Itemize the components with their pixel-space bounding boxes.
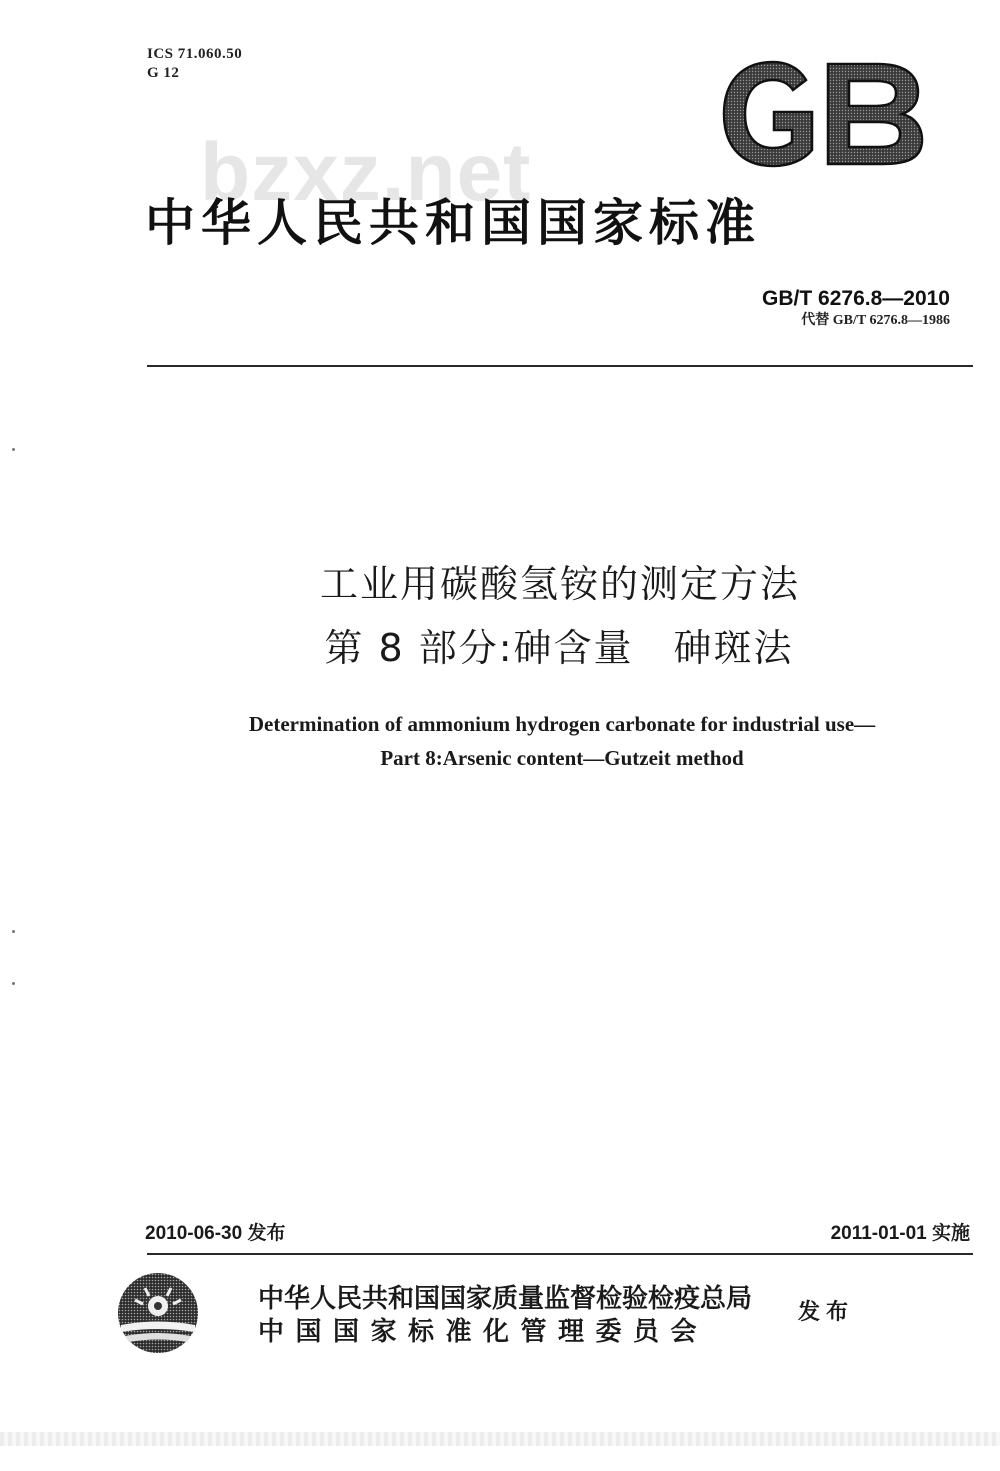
national-standard-title: 中华人民共和国国家标准: [145, 193, 761, 252]
replaced-standard: 代替 GB/T 6276.8—1986: [801, 313, 950, 328]
scan-speck: [12, 448, 15, 451]
top-divider: [147, 365, 973, 367]
title-cn-line1: 工业用碳酸氢铵的测定方法: [319, 562, 800, 606]
implementation-date: 2011-01-01 实施: [830, 1223, 970, 1244]
ccs-code: G 12: [147, 65, 180, 81]
issue-date: 2010-06-30 发布: [145, 1223, 286, 1244]
watermark: bzxz.net: [200, 127, 532, 218]
bottom-divider: [147, 1253, 973, 1255]
ics-code: ICS 71.060.50: [147, 46, 243, 62]
gb-logo-icon: [718, 58, 928, 170]
title-en-line2: Part 8:Arsenic content—Gutzeit method: [380, 746, 744, 770]
issuer-line2: 中国国家标准化管理委员会: [258, 1317, 709, 1347]
issuer-line1: 中华人民共和国国家质量监督检验检疫总局: [258, 1284, 753, 1314]
scan-speck: [12, 930, 15, 933]
national-emblem-icon: [115, 1270, 201, 1356]
publish-label: 发布: [798, 1300, 855, 1325]
scan-speck: [12, 982, 15, 985]
title-cn-line2: 第 8 部分:砷含量 砷斑法: [324, 626, 794, 670]
title-en-line1: Determination of ammonium hydrogen carbonate for industrial use—: [248, 712, 876, 736]
standard-number: GB/T 6276.8—2010: [762, 287, 950, 310]
scan-edge-strip: [0, 1432, 1000, 1446]
